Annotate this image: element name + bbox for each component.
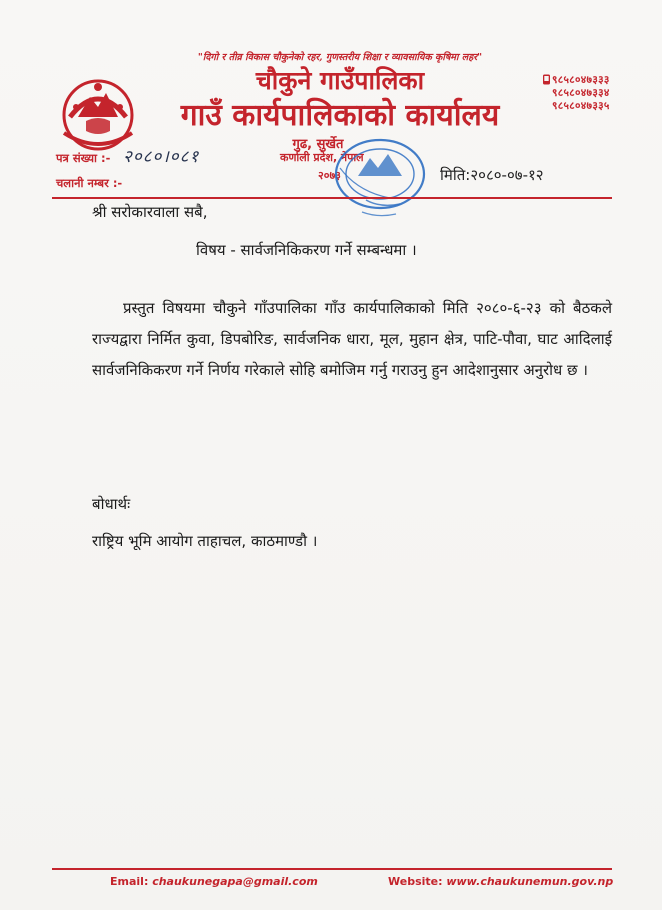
reference-number: २०८०।०८१: [123, 147, 200, 167]
recipient-line: श्री सरोकारवाला सबै,: [92, 203, 208, 221]
phone-item: [540, 73, 650, 86]
office-seal-stamp: [318, 128, 438, 228]
email-label: Email:: [110, 875, 149, 888]
slogan: "दिगो र तीव्र विकास चौकुनेको रहर, गुणस्तरीय शिक्षा र व्यावसायिक कृषिमा लहर": [197, 52, 483, 63]
cc-label: बोधार्थः: [92, 495, 131, 513]
phone-number: ९८५८०४७३३३: [552, 73, 610, 86]
footer-divider: [52, 868, 612, 870]
website-label: Website:: [388, 875, 443, 888]
province-line: कर्णाली प्रदेश, नेपाल: [280, 151, 364, 164]
website-value[interactable]: www.chaukunemun.gov.np: [446, 875, 614, 888]
phone-item: [540, 99, 650, 112]
phone-list: [540, 73, 650, 112]
date-label: मिति:: [440, 166, 471, 184]
phone-icon: [540, 74, 552, 86]
reference-label: पत्र संख्या :-: [56, 151, 111, 165]
phone-number: ९८५८०४७३३५: [552, 99, 610, 112]
dispatch-label: चलानी नम्बर :-: [56, 176, 123, 190]
municipality-name: चौकुने गाउँपालिका: [255, 66, 425, 95]
office-name: गाउँ कार्यपालिकाको कार्यालय: [180, 98, 500, 133]
subject-line: विषय - सार्वजनिकिकरण गर्ने सम्बन्धमा ।: [196, 241, 417, 259]
nepal-emblem-icon: [56, 73, 140, 151]
footer-website: [388, 875, 613, 888]
date-value: २०८०-०७-१२: [470, 166, 544, 184]
email-value[interactable]: chaukunegapa@gmail.com: [152, 875, 318, 888]
office-location: गुढ, सुर्खेत: [292, 137, 344, 152]
cc-recipient: राष्ट्रिय भूमि आयोग ताहाचल, काठमाण्डौ ।: [92, 532, 318, 550]
footer-email: [110, 875, 318, 888]
letter-body: [92, 293, 612, 386]
established-year: २०७३: [318, 169, 341, 182]
letter-date: [440, 165, 544, 185]
body-paragraph: प्रस्तुत विषयमा चौकुने गाँउपालिका गाँउ कार्यपालिकाको मिति २०८०-६-२३ को बैठकले राज्यद्वारा निर्मित कुवा, डिपबोरिङ, सार्वजनिक धारा, मूल, मुहान क्षेत्र, पाटि-पौवा, घाट आदिलाई सार्वजनिकिकरण गर्ने निर्णय गरेकाले सोहि बमोजिम गर्नु गराउनु हुन आदेशानुसार अनुरोध छ ।: [92, 299, 612, 379]
phone-number: ९८५८०४७३३४: [552, 86, 610, 99]
phone-item: [540, 86, 650, 99]
header-divider: [52, 197, 612, 199]
